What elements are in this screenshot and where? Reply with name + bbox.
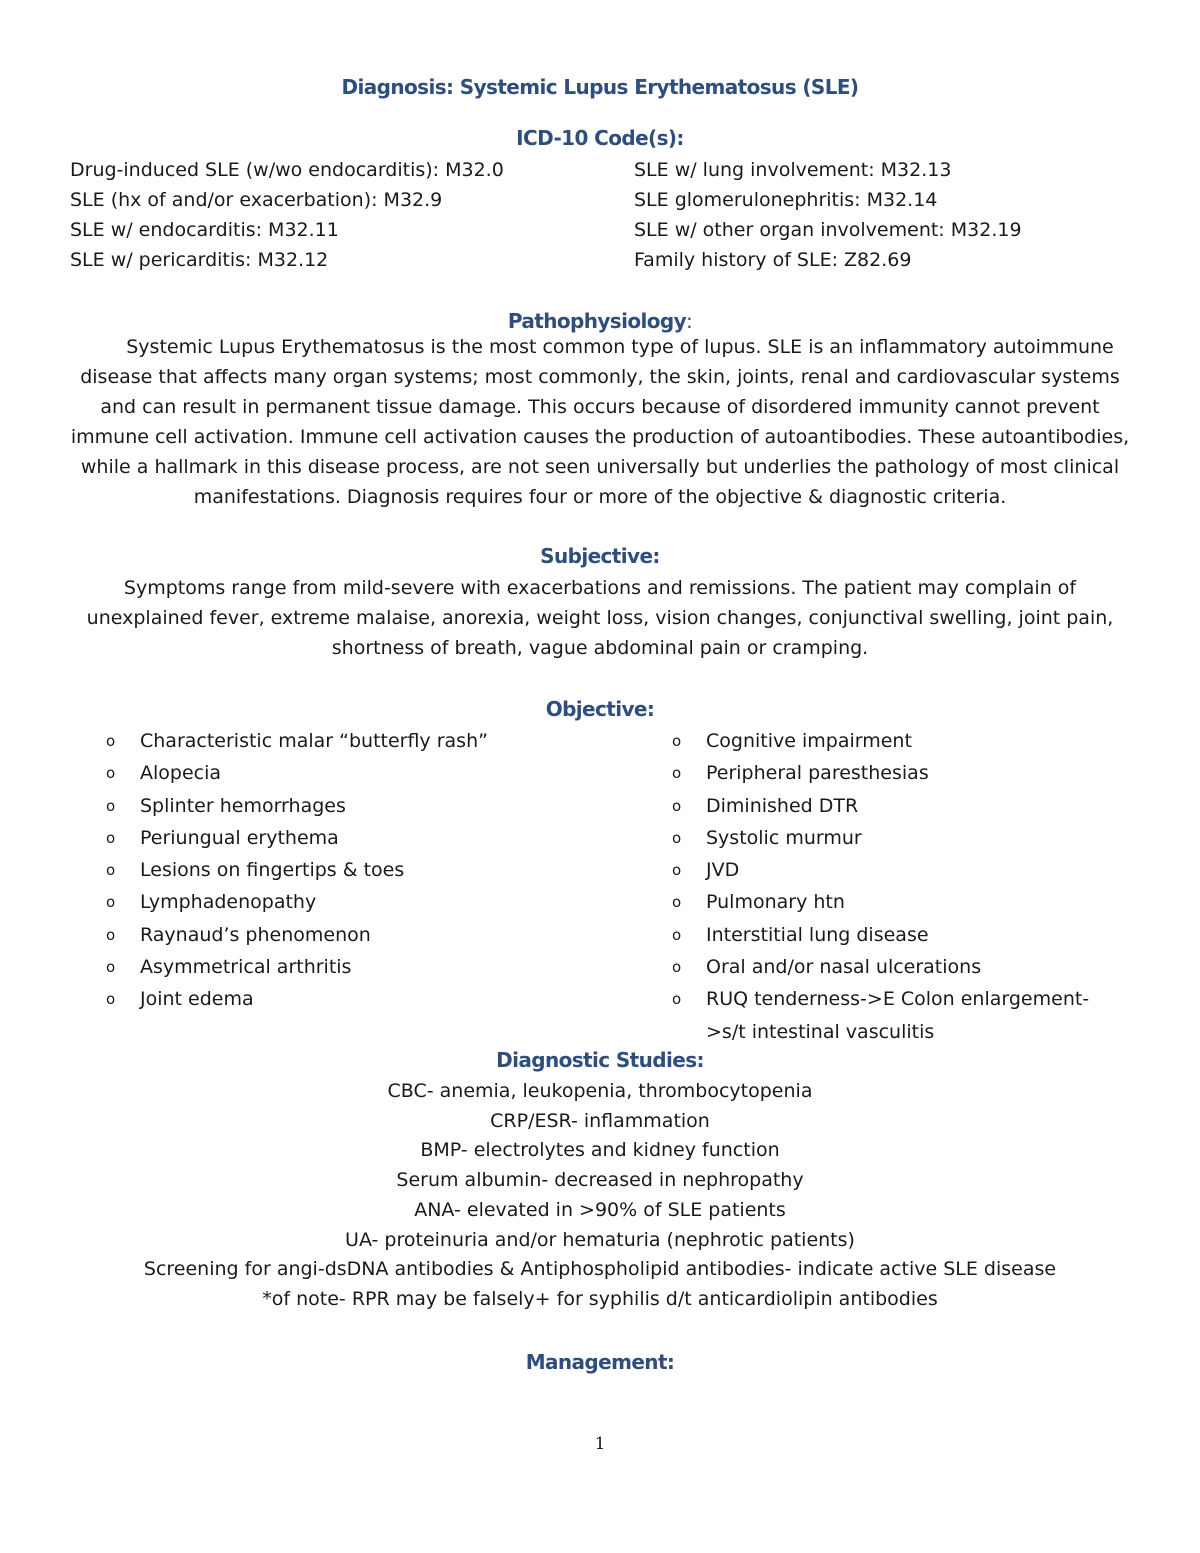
icd-code: SLE (hx of and/or exacerbation): M32.9 xyxy=(70,189,443,211)
diagnostic-line: *of note- RPR may be falsely+ for syphilis d/t anticardiolipin antibodies xyxy=(262,1287,938,1310)
pathophysiology-heading-text: Pathophysiology xyxy=(507,309,687,333)
paragraph-line: and can result in permanent tissue damage. This occurs because of disordered immunity cannot prevent xyxy=(100,396,1100,418)
list-item: o Alopecia xyxy=(106,757,488,789)
paragraph-line: unexplained fever, extreme malaise, anorexia, weight loss, vision changes, conjunctival swelling, joint pain, xyxy=(86,607,1114,629)
bullet-icon: o xyxy=(672,958,682,977)
bullet-icon: o xyxy=(672,990,682,1009)
page-number: 1 xyxy=(594,1434,606,1454)
list-item: o Cognitive impairment xyxy=(672,725,1089,757)
objective-list-right xyxy=(672,725,1089,1048)
objective-list-left xyxy=(106,725,488,1016)
bullet-icon: o xyxy=(106,861,116,880)
icd-code: SLE w/ endocarditis: M32.11 xyxy=(70,219,339,241)
bullet-icon: o xyxy=(106,732,116,750)
list-item: o Periungual erythema xyxy=(106,822,488,854)
list-item: o Systolic murmur xyxy=(672,822,1089,854)
list-item: o Diminished DTR xyxy=(672,790,1089,822)
management-heading: Management: xyxy=(525,1350,675,1374)
paragraph-line: Symptoms range from mild-severe with exacerbations and remissions. The patient may complain of xyxy=(123,577,1077,599)
icd-code: SLE glomerulonephritis: M32.14 xyxy=(634,189,938,211)
bullet-icon: o xyxy=(672,732,682,750)
list-item: o RUQ tenderness->E Colon enlargement- xyxy=(672,983,1089,1015)
bullet-icon: o xyxy=(106,764,116,783)
bullet-icon: o xyxy=(106,828,116,847)
paragraph-line: while a hallmark in this disease process, are not seen universally but underlies the pathology of most clinical xyxy=(80,456,1120,478)
bullet-icon: o xyxy=(106,958,116,977)
paragraph-line: immune cell activation. Immune cell activation causes the production of autoantibodies. These autoantibodies, xyxy=(70,426,1130,448)
bullet-icon: o xyxy=(672,828,682,847)
diagnostic-line: Screening for angi-dsDNA antibodies & Antiphospholipid antibodies- indicate active SLE disease xyxy=(143,1258,1057,1281)
diagnostic-list xyxy=(0,1077,1200,1315)
list-item: o Joint edema xyxy=(106,983,488,1015)
subjective-heading: Subjective: xyxy=(540,544,660,568)
icd-code: SLE w/ pericarditis: M32.12 xyxy=(70,249,329,271)
list-item: o Raynaud’s phenomenon xyxy=(106,919,488,951)
paragraph-line: disease that affects many organ systems; most commonly, the skin, joints, renal and cardiovascular systems xyxy=(80,366,1120,388)
bullet-icon: o xyxy=(672,893,682,912)
list-item: o Asymmetrical arthritis xyxy=(106,951,488,983)
diagnostic-line: BMP- electrolytes and kidney function xyxy=(420,1139,780,1162)
paragraph-line: Systemic Lupus Erythematosus is the most common type of lupus. SLE is an inflammatory autoimmune xyxy=(126,336,1114,358)
icd-code: SLE w/ other organ involvement: M32.19 xyxy=(634,219,1022,241)
diagnostic-line: UA- proteinuria and/or hematuria (nephrotic patients) xyxy=(345,1228,855,1251)
list-item: o Characteristic malar “butterfly rash” xyxy=(106,725,488,757)
list-item: o Interstitial lung disease xyxy=(672,919,1089,951)
bullet-icon: o xyxy=(672,925,682,944)
bullet-icon: o xyxy=(106,893,116,912)
pathophysiology-paragraph xyxy=(70,332,1130,512)
bullet-icon: o xyxy=(106,925,116,944)
document-title: Diagnosis: Systemic Lupus Erythematosus (SLE) xyxy=(341,75,859,99)
bullet-icon: o xyxy=(672,861,682,880)
diagnostic-line: CBC- anemia, leukopenia, thrombocytopenia xyxy=(387,1080,813,1102)
list-item: o Lymphadenopathy xyxy=(106,886,488,918)
icd-codes-left xyxy=(70,155,504,275)
paragraph-line: manifestations. Diagnosis requires four or more of the objective & diagnostic criteria. xyxy=(193,486,1007,508)
bullet-icon: o xyxy=(672,796,682,815)
diagnostic-line: CRP/ESR- inflammation xyxy=(490,1109,710,1132)
subjective-paragraph xyxy=(70,573,1130,663)
list-item: o Oral and/or nasal ulcerations xyxy=(672,951,1089,983)
icd-code: SLE w/ lung involvement: M32.13 xyxy=(634,159,952,181)
bullet-icon: o xyxy=(106,990,116,1009)
bullet-icon: o xyxy=(672,764,682,783)
diagnostic-line: ANA- elevated in >90% of SLE patients xyxy=(414,1198,786,1221)
paragraph-line: shortness of breath, vague abdominal pain or cramping. xyxy=(331,637,869,659)
bullet-icon: o xyxy=(106,796,116,815)
list-item-continuation: >s/t intestinal vasculitis xyxy=(706,1020,935,1043)
list-item: o JVD xyxy=(672,854,1089,886)
objective-heading: Objective: xyxy=(545,697,655,721)
list-item: o Splinter hemorrhages xyxy=(106,790,488,822)
list-item: o Peripheral paresthesias xyxy=(672,757,1089,789)
diagnostic-line: Serum albumin- decreased in nephropathy xyxy=(396,1169,804,1192)
icd-code: Family history of SLE: Z82.69 xyxy=(634,249,912,271)
icd-heading: ICD-10 Code(s): xyxy=(516,126,684,150)
icd-code: Drug-induced SLE (w/wo endocarditis): M32.0 xyxy=(70,159,504,181)
list-item: o Pulmonary htn xyxy=(672,886,1089,918)
pathophysiology-heading-colon: : xyxy=(686,309,693,333)
icd-codes-right xyxy=(634,155,1022,275)
diagnostic-heading: Diagnostic Studies: xyxy=(496,1048,704,1072)
list-item: o Lesions on fingertips & toes xyxy=(106,854,488,886)
pathophysiology-heading xyxy=(0,309,1200,333)
